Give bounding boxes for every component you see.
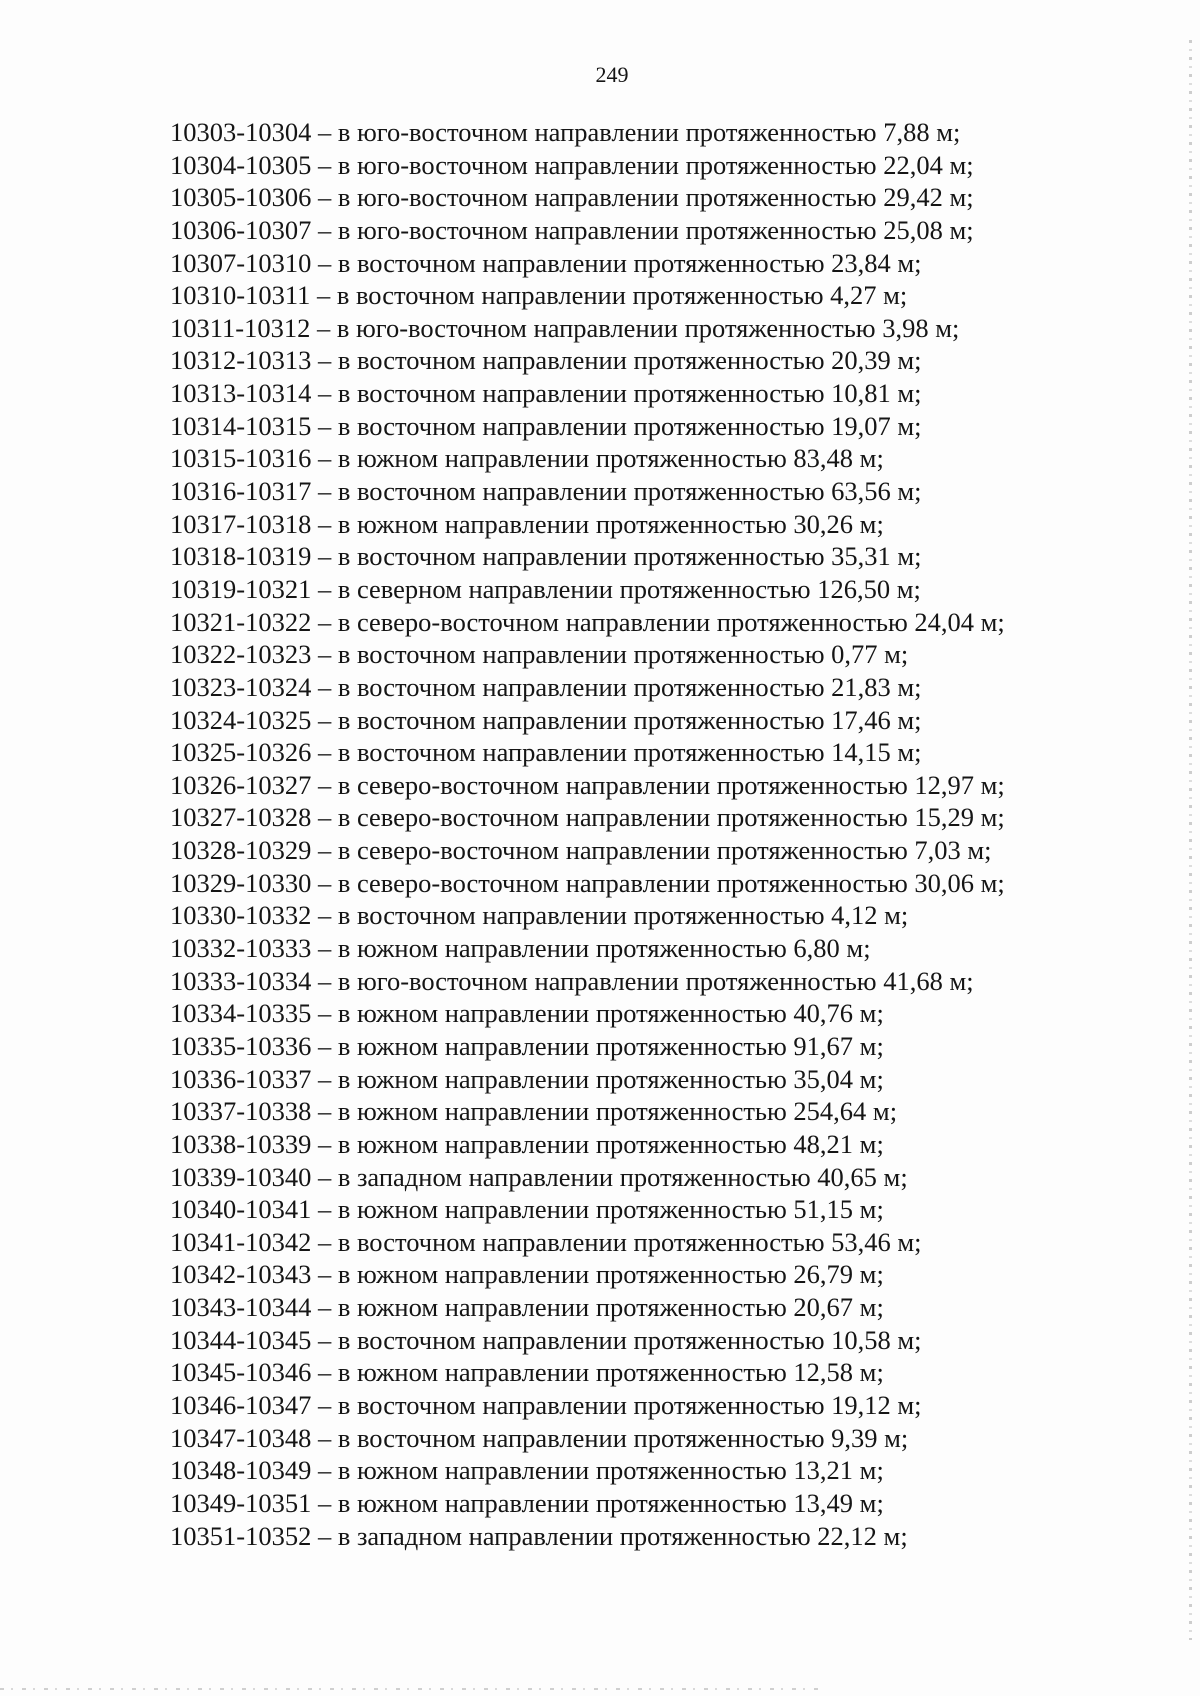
boundary-segment-line: 10317-10318 – в южном направлении протяженностью 30,26 м; — [170, 508, 884, 539]
boundary-segment-line: 10303-10304 – в юго-восточном направлении протяженностью 7,88 м; — [170, 117, 961, 147]
boundary-segment-line: 10313-10314 – в восточном направлении протяженностью 10,81 м; — [170, 378, 922, 409]
boundary-segment-line: 10342-10343 – в южном направлении протяженностью 26,79 м; — [170, 1259, 884, 1290]
boundary-segment-line: 10333-10334 – в юго-восточном направлении протяженностью 41,68 м; — [170, 965, 974, 996]
boundary-segment-line: 10348-10349 – в южном направлении протяженностью 13,21 м; — [170, 1455, 884, 1486]
boundary-segment-line: 10347-10348 – в восточном направлении протяженностью 9,39 м; — [170, 1422, 909, 1453]
boundary-segment-line: 10336-10337 – в южном направлении протяженностью 35,04 м; — [170, 1063, 884, 1094]
boundary-segment-line: 10310-10311 – в восточном направлении протяженностью 4,27 м; — [170, 280, 908, 311]
boundary-segment-line: 10326-10327 – в северо-восточном направлении протяженностью 12,97 м; — [170, 769, 1005, 800]
boundary-segment-line: 10318-10319 – в восточном направлении протяженностью 35,31 м; — [170, 541, 922, 572]
boundary-segment-line: 10335-10336 – в южном направлении протяженностью 91,67 м; — [170, 1030, 884, 1061]
boundary-segment-line: 10334-10335 – в южном направлении протяженностью 40,76 м; — [170, 998, 884, 1029]
boundary-segment-line: 10346-10347 – в восточном направлении протяженностью 19,12 м; — [170, 1389, 922, 1420]
boundary-segment-line: 10345-10346 – в южном направлении протяженностью 12,58 м; — [170, 1357, 884, 1388]
scan-bottom-artifact — [0, 1688, 820, 1690]
boundary-segment-line: 10316-10317 – в восточном направлении протяженностью 63,56 м; — [170, 476, 922, 507]
boundary-segment-line: 10344-10345 – в восточном направлении протяженностью 10,58 м; — [170, 1324, 922, 1355]
boundary-segment-line: 10328-10329 – в северо-восточном направлении протяженностью 7,03 м; — [170, 835, 992, 866]
boundary-segment-line: 10339-10340 – в западном направлении протяженностью 40,65 м; — [170, 1161, 908, 1192]
boundary-segment-line: 10319-10321 – в северном направлении протяженностью 126,50 м; — [170, 573, 921, 604]
boundary-segment-line: 10307-10310 – в восточном направлении протяженностью 23,84 м; — [170, 247, 922, 278]
page-number: 249 — [595, 62, 629, 87]
boundary-segment-line: 10306-10307 – в юго-восточном направлении протяженностью 25,08 м; — [170, 214, 974, 245]
boundary-segment-line: 10341-10342 – в восточном направлении протяженностью 53,46 м; — [170, 1226, 922, 1257]
boundary-segment-line: 10321-10322 – в северо-восточном направлении протяженностью 24,04 м; — [170, 606, 1005, 637]
boundary-segment-line: 10324-10325 – в восточном направлении протяженностью 17,46 м; — [170, 704, 922, 735]
boundary-segment-line: 10315-10316 – в южном направлении протяженностью 83,48 м; — [170, 443, 884, 474]
boundary-segment-line: 10332-10333 – в южном направлении протяженностью 6,80 м; — [170, 933, 871, 964]
boundary-segment-line: 10312-10313 – в восточном направлении протяженностью 20,39 м; — [170, 345, 922, 376]
boundary-segment-line: 10325-10326 – в восточном направлении протяженностью 14,15 м; — [170, 737, 922, 768]
boundary-segment-line: 10311-10312 – в юго-восточном направлении протяженностью 3,98 м; — [170, 312, 960, 343]
boundary-description-list — [170, 116, 1005, 1552]
boundary-segment-line: 10337-10338 – в южном направлении протяженностью 254,64 м; — [170, 1096, 898, 1127]
boundary-segment-line: 10305-10306 – в юго-восточном направлении протяженностью 29,42 м; — [170, 182, 974, 213]
scan-edge-artifact — [1189, 40, 1192, 1640]
boundary-segment-line: 10304-10305 – в юго-восточном направлении протяженностью 22,04 м; — [170, 149, 974, 180]
boundary-segment-line: 10343-10344 – в южном направлении протяженностью 20,67 м; — [170, 1292, 884, 1323]
boundary-segment-line: 10340-10341 – в южном направлении протяженностью 51,15 м; — [170, 1194, 884, 1225]
boundary-segment-line: 10327-10328 – в северо-восточном направлении протяженностью 15,29 м; — [170, 802, 1005, 833]
boundary-segment-line: 10338-10339 – в южном направлении протяженностью 48,21 м; — [170, 1128, 884, 1159]
boundary-segment-line: 10329-10330 – в северо-восточном направлении протяженностью 30,06 м; — [170, 867, 1005, 898]
boundary-segment-line: 10349-10351 – в южном направлении протяженностью 13,49 м; — [170, 1487, 884, 1518]
boundary-segment-line: 10322-10323 – в восточном направлении протяженностью 0,77 м; — [170, 639, 909, 670]
boundary-segment-line: 10314-10315 – в восточном направлении протяженностью 19,07 м; — [170, 410, 922, 441]
boundary-segment-line: 10330-10332 – в восточном направлении протяженностью 4,12 м; — [170, 900, 909, 931]
boundary-segment-line: 10323-10324 – в восточном направлении протяженностью 21,83 м; — [170, 671, 922, 702]
boundary-segment-line: 10351-10352 – в западном направлении протяженностью 22,12 м; — [170, 1520, 908, 1551]
